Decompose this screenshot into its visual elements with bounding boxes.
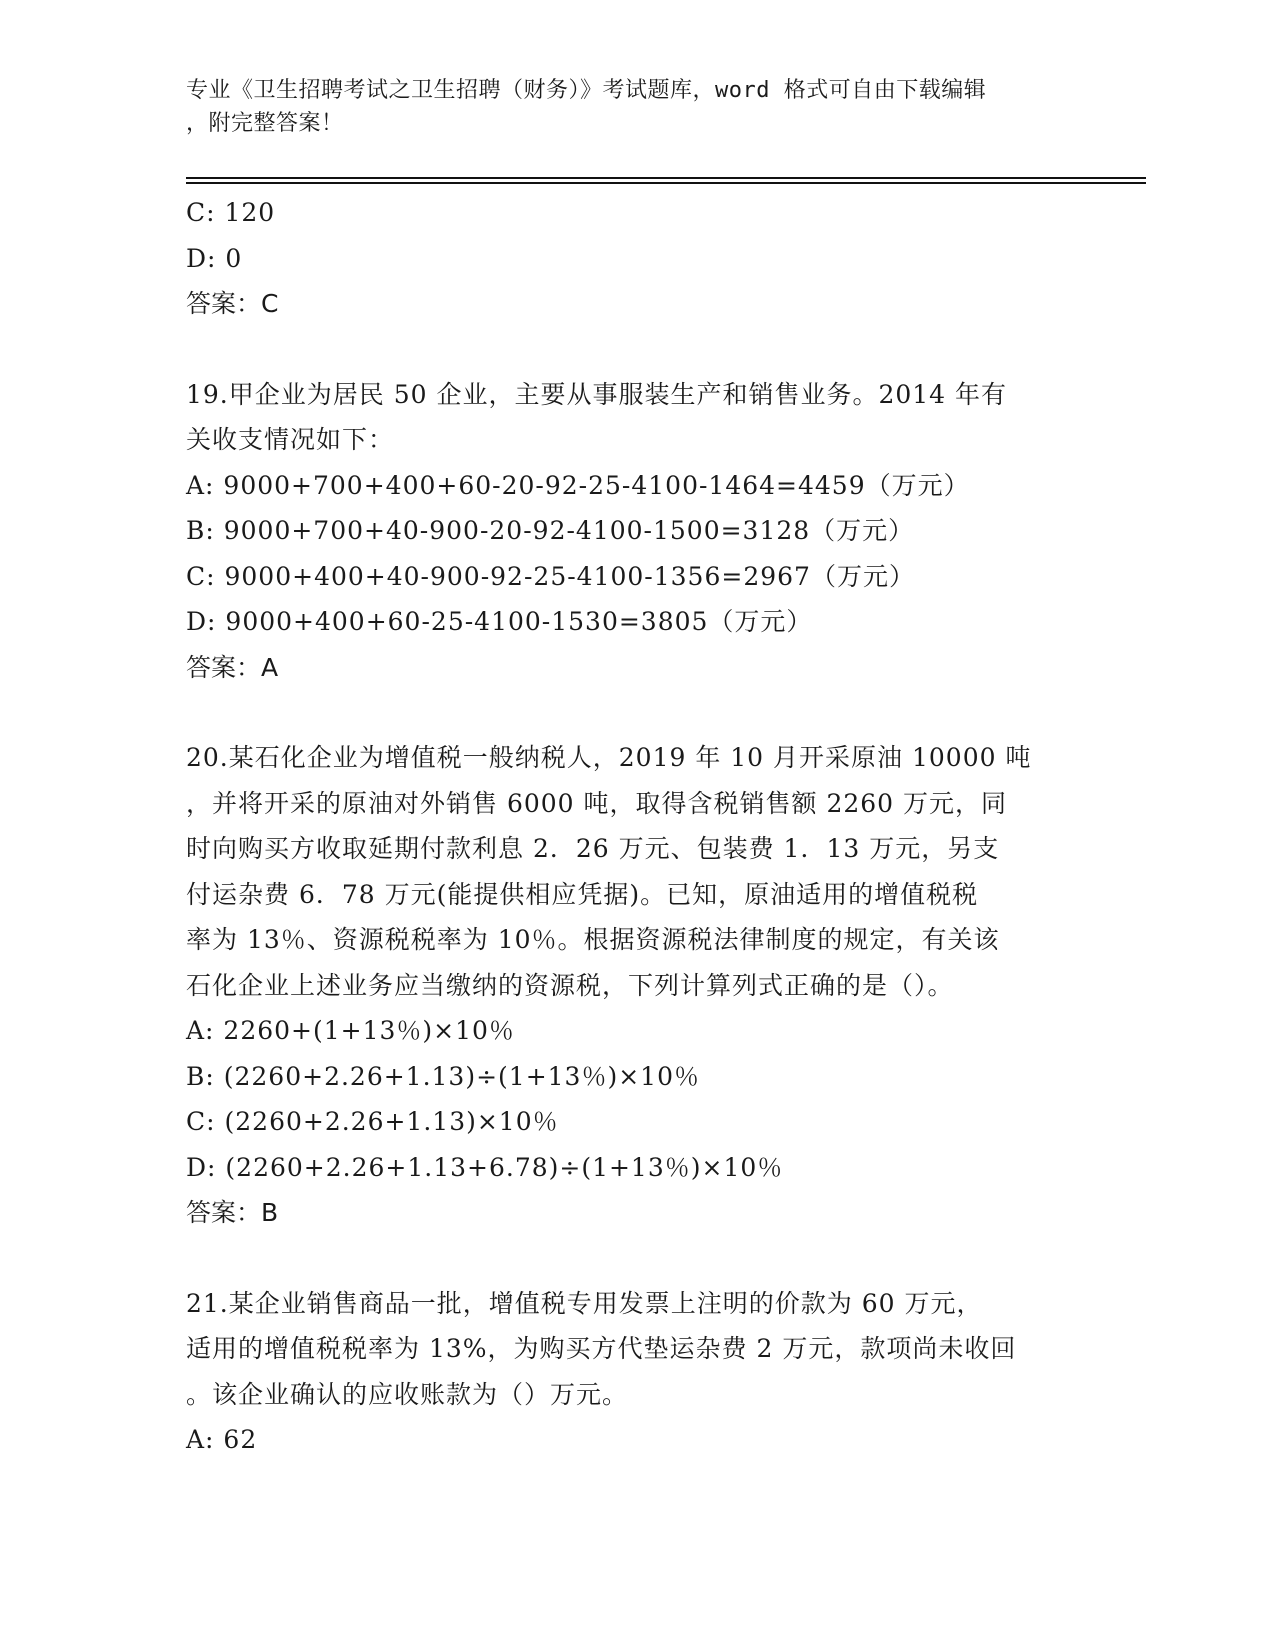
question-stem-line: ，并将开采的原油对外销售 6000 吨，取得含税销售额 2260 万元，同 bbox=[186, 788, 1008, 818]
question-block-18 bbox=[186, 190, 1086, 327]
option-c: C: 120 bbox=[186, 198, 276, 227]
spacer bbox=[186, 1236, 1086, 1281]
answer-line: 答案：C bbox=[186, 289, 279, 318]
spacer bbox=[186, 327, 1086, 372]
option-a: A: 9000+700+400+60-20-92-25-4100-1464=4459（万元） bbox=[186, 470, 970, 500]
header-line-1: 专业《卫生招聘考试之卫生招聘（财务）》考试题库，word 格式可自由下载编辑 bbox=[186, 78, 987, 103]
question-block-19 bbox=[186, 372, 1086, 691]
question-stem-line: 21.某企业销售商品一批，增值税专用发票上注明的价款为 60 万元， bbox=[186, 1288, 983, 1318]
spacer bbox=[186, 690, 1086, 735]
question-stem-line: 石化企业上述业务应当缴纳的资源税，下列计算列式正确的是（）。 bbox=[186, 970, 954, 1000]
option-d: D: (2260+2.26+1.13+6.78)÷(1+13％)×10％ bbox=[186, 1152, 784, 1182]
question-stem-line: 20.某石化企业为增值税一般纳税人，2019 年 10 月开采原油 10000 吨 bbox=[186, 743, 1032, 772]
option-b: B: (2260+2.26+1.13)÷(1+13％)×10％ bbox=[186, 1061, 700, 1091]
answer-line: 答案：B bbox=[186, 1198, 279, 1227]
option-c: C: 9000+400+40-900-92-25-4100-1356=2967（万元） bbox=[186, 561, 915, 591]
option-d: D: 0 bbox=[186, 243, 243, 273]
option-d: D: 9000+400+60-25-4100-1530=3805（万元） bbox=[186, 607, 813, 636]
option-c: C: (2260+2.26+1.13)×10％ bbox=[186, 1107, 559, 1136]
question-block-20 bbox=[186, 735, 1086, 1236]
question-stem-line: 。该企业确认的应收账款为（）万元。 bbox=[186, 1379, 629, 1409]
question-block-21 bbox=[186, 1281, 1086, 1463]
header-divider-bottom bbox=[186, 182, 1146, 184]
question-stem-line: 19.甲企业为居民 50 企业，主要从事服装生产和销售业务。2014 年有 bbox=[186, 379, 1008, 409]
question-stem-line: 率为 13％、资源税税率为 10％。根据资源税法律制度的规定，有关该 bbox=[186, 925, 1000, 954]
header-divider-top bbox=[186, 177, 1146, 179]
question-stem-line: 适用的增值税税率为 13%，为购买方代垫运杂费 2 万元，款项尚未收回 bbox=[186, 1334, 1017, 1363]
document-body bbox=[186, 190, 1086, 1463]
question-stem-line: 关收支情况如下： bbox=[186, 425, 395, 454]
option-b: B: 9000+700+40-900-20-92-4100-1500=3128（万元） bbox=[186, 516, 915, 545]
document-header bbox=[186, 74, 1086, 140]
answer-line: 答案：A bbox=[186, 652, 279, 682]
option-a: A: 2260+(1+13％)×10％ bbox=[186, 1016, 515, 1045]
question-stem-line: 付运杂费 6．78 万元(能提供相应凭据)。已知，原油适用的增值税税 bbox=[186, 879, 979, 909]
header-line-2: ，附完整答案！ bbox=[186, 111, 344, 136]
option-a: A: 62 bbox=[186, 1425, 258, 1454]
question-stem-line: 时向购买方收取延期付款利息 2．26 万元、包装费 1．13 万元，另支 bbox=[186, 834, 1000, 863]
